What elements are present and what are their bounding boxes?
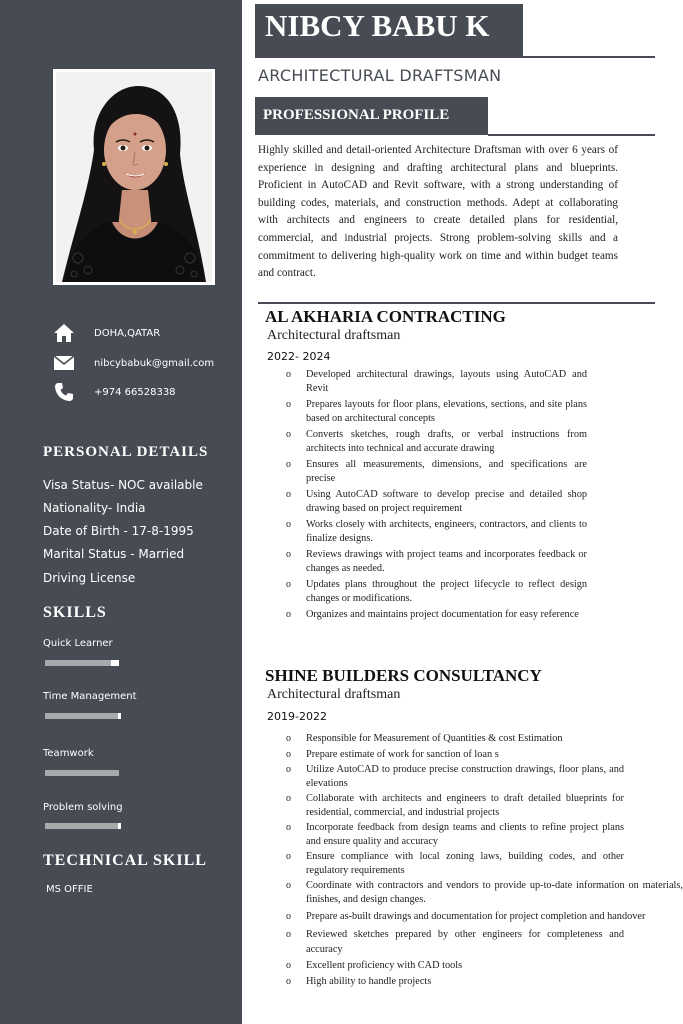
- profile-summary: Highly skilled and detail-oriented Architecture Draftsman with over 6 years of experience in designing and drafting architectural plans and blueprints. Proficient in AutoCAD and Revit software, with a strong understanding of building codes, materials, and construction methods. Adept at collaborating with architects and engineers to create detailed plans for residential, commercial, and industrial projects. Strong problem-solving skills and a commitment to delivering high-quality work on time and within budget teams and contract.: [258, 144, 618, 280]
- experience-divider: [258, 302, 655, 304]
- contact-phone[interactable]: [52, 381, 176, 403]
- profile-photo-illustration: [56, 72, 212, 282]
- personal-detail-dob: Date of Birth - 17-8-1995: [43, 524, 194, 538]
- skill-label: Quick Learner: [43, 638, 113, 649]
- skill-bar-cap: [111, 660, 119, 666]
- job-duty: o Using AutoCAD software to develop precise and detailed shop drawing based on project requirement: [285, 488, 587, 515]
- job-duty: o Coordinate with contractors and vendors to provide up-to-date information on materials, finishes, and design changes.: [285, 879, 683, 906]
- job-duty: o Prepares layouts for floor plans, elevations, sections, and site plans based on architectural concepts: [285, 398, 587, 425]
- skill-bar-cap: [118, 823, 121, 829]
- job-years: 2022- 2024: [267, 350, 331, 363]
- profile-heading-box: [255, 97, 488, 135]
- skill-bar-fill: [45, 823, 118, 829]
- skill-label: Teamwork: [43, 748, 94, 759]
- job-duties-list: [285, 732, 683, 990]
- contact-email[interactable]: [52, 352, 215, 374]
- job-duty: o Developed architectural drawings, layouts using AutoCAD and Revit: [285, 368, 587, 395]
- skill-bar-fill: [45, 660, 111, 666]
- skill-bar: [45, 713, 123, 719]
- skill-bar-fill: [45, 713, 118, 719]
- job-duty: o Utilize AutoCAD to produce precise construction drawings, floor plans, and elevations: [285, 763, 624, 790]
- name-banner: [255, 4, 523, 58]
- skills-heading: SKILLS: [43, 604, 107, 621]
- job-duty: o Excellent proficiency with CAD tools: [285, 959, 624, 973]
- job-duty: o Reviewed sketches prepared by other engineers for completeness and accuracy: [285, 927, 624, 957]
- sidebar: [0, 0, 242, 1024]
- phone-text[interactable]: +974 66528338: [94, 386, 176, 398]
- skill-bar: [45, 823, 123, 829]
- mail-icon: [52, 352, 76, 374]
- personal-details-heading: PERSONAL DETAILS: [43, 444, 209, 460]
- job-duty: o Ensure compliance with local zoning laws, building codes, and other regulatory requirements: [285, 850, 624, 877]
- job-duty: o Reviews drawings with project teams and incorporates feedback or changes as needed.: [285, 548, 587, 575]
- job-duty: o High ability to handle projects: [285, 975, 624, 989]
- skill-bar: [45, 660, 123, 666]
- profile-photo-frame: [53, 69, 215, 285]
- technical-skill-heading: TECHNICAL SKILL: [43, 852, 207, 869]
- skill-bar-fill: [45, 770, 119, 776]
- candidate-name: NIBCY BABU K: [265, 8, 490, 43]
- personal-detail-nationality: Nationality- India: [43, 501, 146, 515]
- job-duty: o Prepare as-built drawings and documentation for project completion and handover: [285, 908, 683, 925]
- job-duties-list: [285, 368, 587, 625]
- job-role: Architectural draftsman: [267, 687, 401, 702]
- profile-photo: [56, 72, 212, 282]
- email-text[interactable]: nibcybabuk@gmail.com: [94, 357, 215, 369]
- skill-label: Problem solving: [43, 802, 123, 813]
- profile-heading: PROFESSIONAL PROFILE: [263, 107, 450, 123]
- profile-underline: [488, 134, 655, 136]
- job-duty: o Ensures all measurements, dimensions, and specifications are precise: [285, 458, 587, 485]
- location-text: DOHA,QATAR: [94, 327, 161, 339]
- home-icon: [52, 322, 76, 344]
- job-duty: o Collaborate with architects and engineers to draft detailed blueprints for residential, commercial, and industrial projects: [285, 792, 624, 819]
- company-name: AL AKHARIA CONTRACTING: [265, 307, 506, 326]
- job-duty: o Prepare estimate of work for sanction of loan s: [285, 748, 624, 762]
- job-role: Architectural draftsman: [267, 328, 401, 343]
- job-duty: o Updates plans throughout the project lifecycle to reflect design changes or modifications.: [285, 578, 587, 605]
- personal-detail-visa: Visa Status- NOC available: [43, 478, 203, 492]
- skill-bar: [45, 770, 123, 776]
- job-title: ARCHITECTURAL DRAFTSMAN: [258, 66, 502, 85]
- job-duty: o Organizes and maintains project documentation for easy reference: [285, 608, 587, 622]
- phone-icon: [52, 381, 76, 403]
- skill-label: Time Management: [43, 691, 137, 702]
- contact-location: [52, 322, 161, 344]
- company-name: SHINE BUILDERS CONSULTANCY: [265, 666, 542, 685]
- job-duty: o Responsible for Measurement of Quantities & cost Estimation: [285, 732, 624, 746]
- job-duty: o Converts sketches, rough drafts, or verbal instructions from architects into technical and accurate drawing: [285, 428, 587, 455]
- personal-detail-marital: Marital Status - Married: [43, 547, 185, 561]
- job-duty: o Works closely with architects, engineers, contractors, and clients to finalize designs.: [285, 518, 587, 545]
- skill-bar-cap: [118, 713, 121, 719]
- technical-skill-item: MS OFFIE: [46, 884, 93, 895]
- personal-detail-license: Driving License: [43, 571, 136, 585]
- job-years: 2019-2022: [267, 710, 327, 723]
- name-underline: [523, 56, 655, 58]
- job-duty: o Incorporate feedback from design teams and clients to refine project plans and ensure quality and accuracy: [285, 821, 624, 848]
